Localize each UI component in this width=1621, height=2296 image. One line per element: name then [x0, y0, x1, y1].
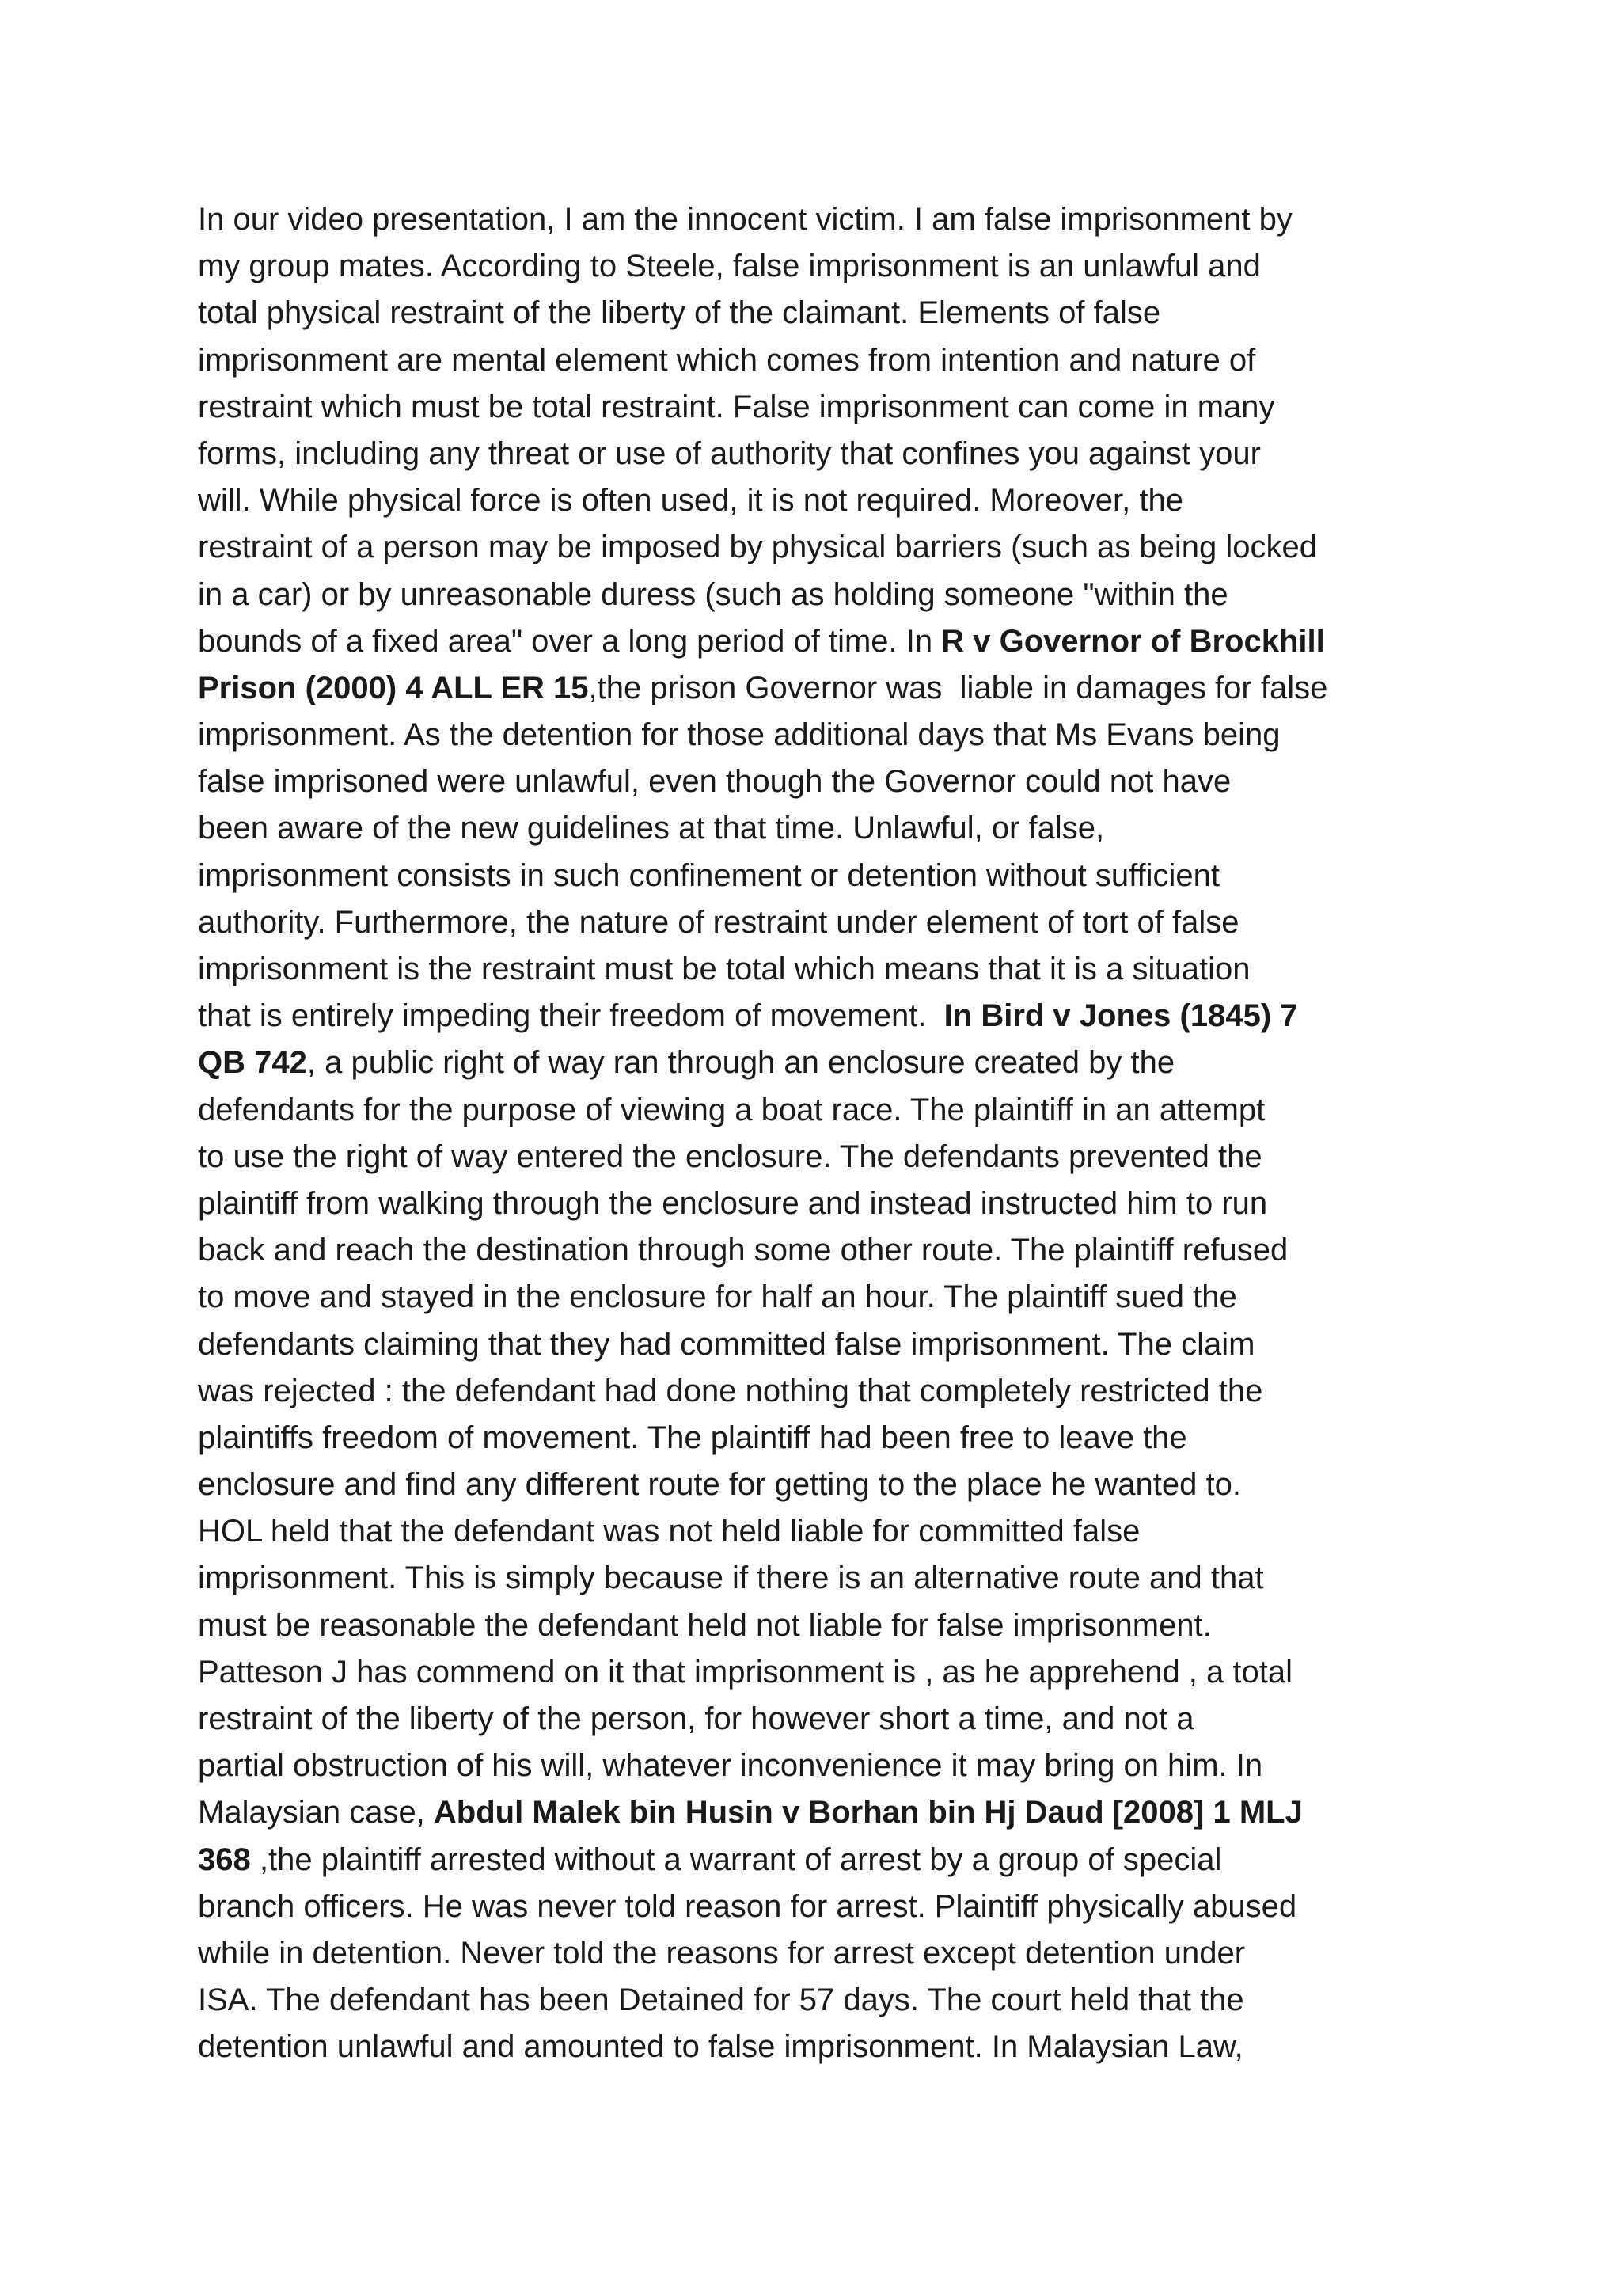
text-line	[198, 1555, 1512, 1602]
text-line	[198, 1649, 1512, 1696]
text-segment: must be reasonable the defendant held not liable for false imprisonment.	[198, 1607, 1212, 1643]
text-segment: HOL held that the defendant was not held liable for committed false	[198, 1514, 1141, 1549]
text-line	[198, 993, 1512, 1040]
text-line	[198, 665, 1512, 712]
text-line	[198, 337, 1512, 384]
case-citation: Prison (2000) 4 ALL ER 15	[198, 670, 589, 705]
text-segment: to use the right of way entered the enclosure. The defendants prevented the	[198, 1138, 1262, 1174]
text-segment: branch officers. He was never told reason for arrest. Plaintiff physically abused	[198, 1888, 1297, 1924]
text-line	[198, 1087, 1512, 1134]
case-citation: 368	[198, 1842, 251, 1877]
text-segment: ISA. The defendant has been Detained for 57 days. The court held that the	[198, 1982, 1244, 2018]
text-segment: defendants claiming that they had committed false imprisonment. The claim	[198, 1326, 1255, 1362]
text-segment: plaintiff from walking through the enclosure and instead instructed him to run	[198, 1185, 1268, 1221]
text-line	[198, 1368, 1512, 1415]
text-line	[198, 1930, 1512, 1977]
text-segment: Malaysian case,	[198, 1795, 434, 1830]
case-citation: R v Governor of Brockhill	[941, 623, 1325, 659]
case-citation: Abdul Malek bin Husin v Borhan bin Hj Daud [2008] 1 MLJ	[433, 1795, 1303, 1830]
text-line	[198, 290, 1512, 336]
text-segment: restraint which must be total restraint. False imprisonment can come in many	[198, 389, 1275, 424]
text-line	[198, 2024, 1512, 2070]
text-segment: in a car) or by unreasonable duress (such as holding someone "within the	[198, 576, 1228, 612]
text-line	[198, 1274, 1512, 1321]
text-line	[198, 384, 1512, 431]
text-segment: defendants for the purpose of viewing a boat race. The plaintiff in an attempt	[198, 1092, 1266, 1127]
text-segment: was rejected : the defendant had done nothing that completely restricted the	[198, 1373, 1263, 1408]
text-segment: imprisonment is the restraint must be total which means that it is a situation	[198, 952, 1251, 986]
text-line	[198, 243, 1512, 290]
text-line	[198, 805, 1512, 852]
text-segment: imprisonment. As the detention for those additional days that Ms Evans being	[198, 717, 1281, 753]
case-citation: QB 742	[198, 1045, 307, 1081]
text-segment: ,the prison Governor was liable in damages for false	[588, 670, 1328, 705]
text-line	[198, 1837, 1512, 1884]
body-text	[198, 196, 1512, 2071]
text-line	[198, 946, 1512, 993]
text-line	[198, 1884, 1512, 1930]
text-segment: partial obstruction of his will, whatever inconvenience it may bring on him. In	[198, 1748, 1263, 1784]
text-segment: authority. Furthermore, the nature of restraint under element of tort of false	[198, 904, 1239, 940]
text-segment: back and reach the destination through some other route. The plaintiff refused	[198, 1233, 1289, 1268]
text-segment: In our video presentation, I am the innocent victim. I am false imprisonment by	[198, 202, 1293, 237]
text-segment: restraint of a person may be imposed by physical barriers (such as being locked	[198, 530, 1318, 565]
text-line	[198, 899, 1512, 946]
text-line	[198, 1508, 1512, 1555]
case-citation: In Bird v Jones (1845) 7	[943, 998, 1298, 1034]
text-line	[198, 1696, 1512, 1743]
text-segment: Patteson J has commend on it that imprisonment is , as he apprehend , a total	[198, 1654, 1293, 1690]
text-line	[198, 1321, 1512, 1368]
text-line	[198, 712, 1512, 758]
text-line	[198, 618, 1512, 665]
text-segment: imprisonment. This is simply because if there is an alternative route and that	[198, 1560, 1264, 1596]
text-line	[198, 1180, 1512, 1227]
text-line	[198, 1789, 1512, 1836]
text-segment: detention unlawful and amounted to false imprisonment. In Malaysian Law,	[198, 2029, 1243, 2065]
text-segment: bounds of a fixed area" over a long period of time. In	[198, 623, 942, 659]
text-segment: restraint of the liberty of the person, for however short a time, and not a	[198, 1701, 1194, 1736]
text-segment: enclosure and find any different route for getting to the place he wanted to.	[198, 1467, 1241, 1503]
text-line	[198, 1227, 1512, 1274]
text-segment: ,the plaintiff arrested without a warrant of arrest by a group of special	[250, 1842, 1222, 1877]
text-line	[198, 1602, 1512, 1649]
text-line	[198, 431, 1512, 477]
text-segment: to move and stayed in the enclosure for half an hour. The plaintiff sued the	[198, 1279, 1237, 1315]
text-line	[198, 1977, 1512, 2024]
text-line	[198, 1040, 1512, 1086]
text-segment: that is entirely impeding their freedom of movement.	[198, 998, 944, 1034]
text-segment: been aware of the new guidelines at that time. Unlawful, or false,	[198, 811, 1105, 846]
text-line	[198, 758, 1512, 805]
text-segment: imprisonment are mental element which comes from intention and nature of	[198, 342, 1256, 378]
text-segment: forms, including any threat or use of authority that confines you against your	[198, 435, 1261, 471]
text-segment: total physical restraint of the liberty of the claimant. Elements of false	[198, 295, 1161, 331]
text-segment: while in detention. Never told the reasons for arrest except detention under	[198, 1935, 1246, 1971]
text-segment: false imprisoned were unlawful, even though the Governor could not have	[198, 764, 1232, 800]
text-line	[198, 1415, 1512, 1462]
text-segment: will. While physical force is often used, it is not required. Moreover, the	[198, 483, 1183, 519]
text-segment: imprisonment consists in such confinement or detention without sufficient	[198, 857, 1220, 893]
text-segment: my group mates. According to Steele, false imprisonment is an unlawful and	[198, 249, 1261, 284]
text-line	[198, 524, 1512, 571]
text-segment: plaintiffs freedom of movement. The plaintiff had been free to leave the	[198, 1420, 1187, 1455]
text-line	[198, 572, 1512, 618]
text-line	[198, 477, 1512, 524]
text-line	[198, 1462, 1512, 1508]
text-line	[198, 1743, 1512, 1789]
text-line	[198, 853, 1512, 899]
text-line	[198, 196, 1512, 243]
text-segment: , a public right of way ran through an enclosure created by the	[306, 1045, 1175, 1081]
text-line	[198, 1134, 1512, 1180]
